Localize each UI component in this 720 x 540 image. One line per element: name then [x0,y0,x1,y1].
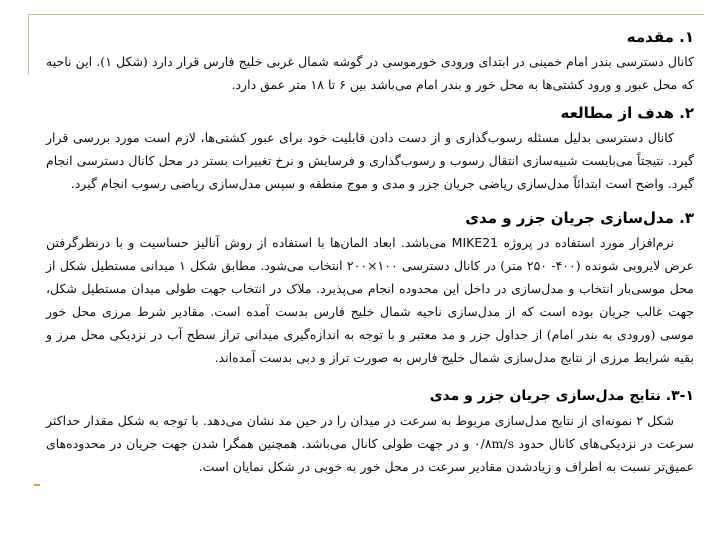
section-3-text-end: می‌باشد. ابعاد المان‌ها با استفاده از روش آنالیز حساسیت و با درنظرگرفتن عرض لایروبی شونده (۴۰۰- ۲۵۰ متر) در کانال دسترسی ۱۰۰×۲۰۰ انتخاب می‌شود. مطابق شکل ۱ میدانی مستطیل شکل از محل موسی‌بار انتخاب و مدل‌سازی در داخل این محدوده انجام می‌پذیرد. ملاک در انتخاب جهت طولی میدان مستطیل شکل، جهت غالب جریان بوده است که از مدل‌سازی ناحیه شمال خلیج فارس بدست آمده است. مقادیر شرط مرزی محل خور موسی (ورودی به بندر امام) از جداول جزر و مد معتبر و با توجه به اندازه‌گیری میدانی تراز سطح آب در نزدیکی محل مرز و بقیه شرایط مرزی از نتایج مدل‌سازی شمال خلیج فارس به صورت تراز و دبی بدست آمده‌اند. [46,235,694,365]
section-3-1-paragraph [46,409,694,478]
section-1-paragraph: کانال دسترسی بندر امام خمینی در ابتدای ورودی خورموسی در گوشه شمال غربی خلیج فارس قرار دارد (شکل ۱). این ناحیه که محل عبور و ورود کشتی‌ها به محل خور و بندر امام می‌باشد بین ۶ تا ۱۸ متر عمق دارد. [46,54,694,92]
corner-accent-mark [34,484,40,486]
max-speed-value: ۰/۸m/s [473,436,515,451]
frame-top-line [28,14,704,15]
section-3-1-text-end: و در جهت طولی کانال می‌باشد. همچنین همگرا شدن جهت جریان در محدوده‌های عمیق‌تر نسبت به اطراف و زیادشدن مقادیر سرعت در محل خور به خوبی در شکل نمایان است. [46,436,694,474]
section-3-text-start: نرم‌افزار مورد استفاده در پروژه [503,235,675,250]
section-2-title: ۲. هدف از مطالعه [560,104,694,122]
document-body [46,26,694,478]
frame-left-line [28,14,29,74]
section-1-title: ۱. مقدمه [626,28,694,46]
section-3-title: ۳. مدل‌سازی جریان جزر و مدی [465,209,694,227]
section-2-paragraph: کانال دسترسی بدلیل مسئله رسوب‌گذاری و از دست دادن قابلیت خود برای عبور کشتی‌ها، لازم است مورد بررسی قرار گیرد. نتیجتاً می‌بایست شبیه‌سازی انتقال رسوب و رسوب‌گذاری و فرسایش و نرخ تغییرات بستر در محل کانال دسترسی انجام گیرد. واضح است ابتدائاً مدل‌سازی ریاضی جریان جزر و مدی و موج منطقه و سپس مدل‌سازی ریاضی رسوب انجام گیرد. [46,130,694,191]
section-3-1-title: ۳-۱. نتایج مدل‌سازی جریان جزر و مدی [429,388,694,404]
software-name: MIKE21 [451,235,499,250]
section-3-paragraph [46,231,694,369]
section-3-1-text-start: شکل ۲ نمونه‌ای از نتایج مدل‌سازی مربوط به سرعت در میدان را در حین مد نشان می‌دهد. با توجه به شکل مقدار حداکثر سرعت در نزدیکی‌های کانال حدود [46,413,694,451]
